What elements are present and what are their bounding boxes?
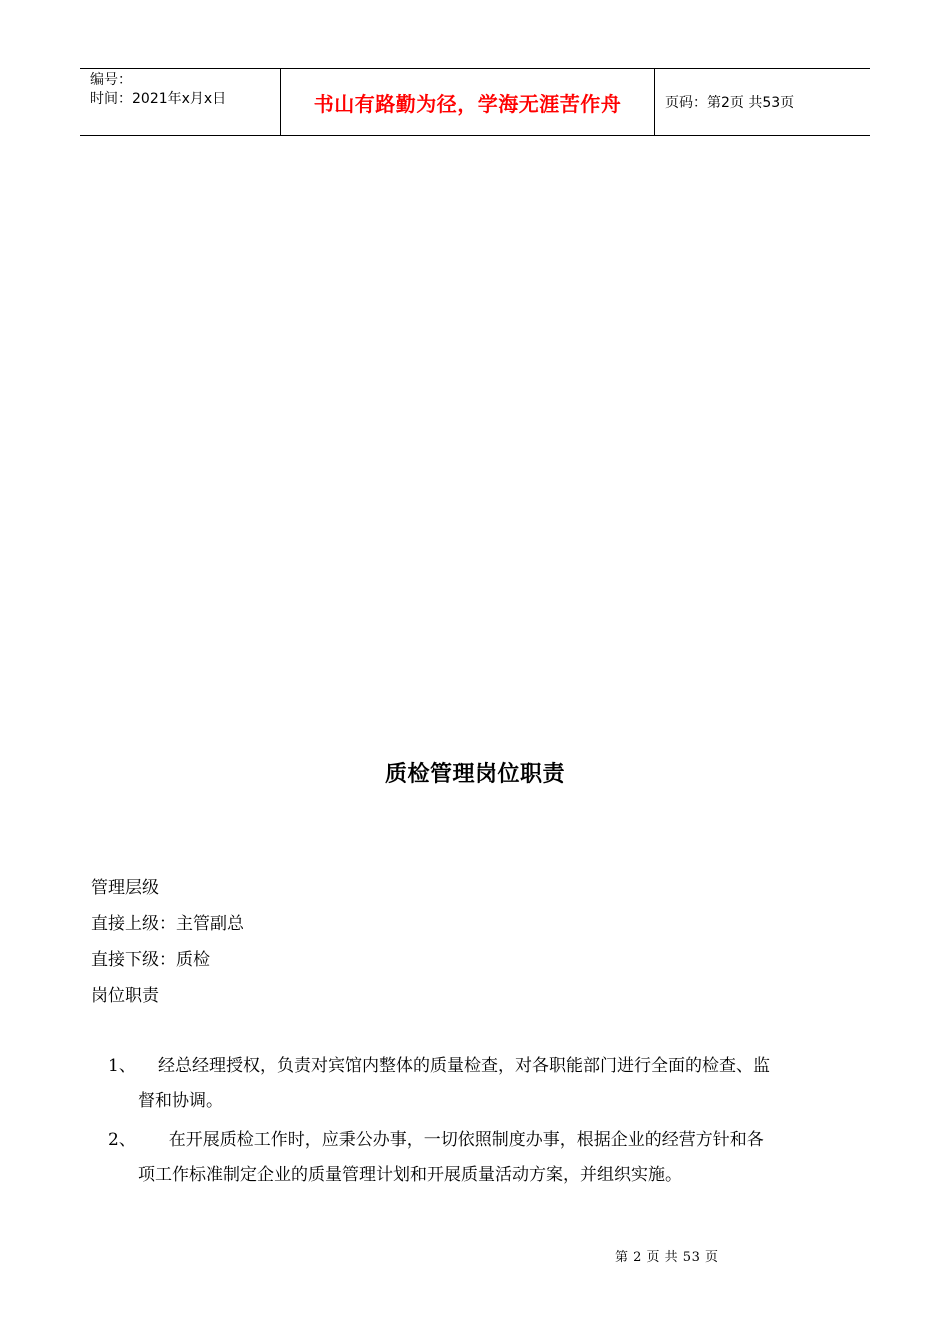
duty-item: [108, 1123, 853, 1193]
serial-label: 编号：: [90, 72, 132, 88]
direct-subordinate-line: 直接下级：质检: [91, 950, 210, 970]
header-meta: [80, 69, 281, 135]
duty-item: [108, 1049, 853, 1119]
duty-item-text-line2: 项工作标准制定企业的质量管理计划和开展质量活动方案，并组织实施。: [138, 1165, 682, 1185]
duty-item-text-line1: 经总经理授权，负责对宾馆内整体的质量检查，对各职能部门进行全面的检查、监: [158, 1056, 770, 1076]
duty-item-number: 1、: [108, 1056, 136, 1076]
page-footer: 第 2 页 共 53 页: [615, 1250, 719, 1265]
duty-item-text-line1: 在开展质检工作时，应秉公办事，一切依照制度办事，根据企业的经营方针和各: [158, 1130, 764, 1150]
duty-item-number: 2、: [108, 1130, 136, 1150]
duty-item-text-line2: 督和协调。: [138, 1091, 223, 1111]
management-level-label: 管理层级: [91, 878, 159, 898]
header-page-code: 页码：第2页 共53页: [665, 95, 795, 111]
document-title: 质检管理岗位职责: [384, 762, 565, 787]
header-motto: 书山有路勤为径，学海无涯苦作舟: [281, 69, 655, 135]
page-header: [80, 68, 870, 136]
date-line: 时间：2021年x月x日: [90, 91, 227, 107]
duties-heading: 岗位职责: [91, 986, 159, 1006]
direct-superior-line: 直接上级：主管副总: [91, 914, 244, 934]
